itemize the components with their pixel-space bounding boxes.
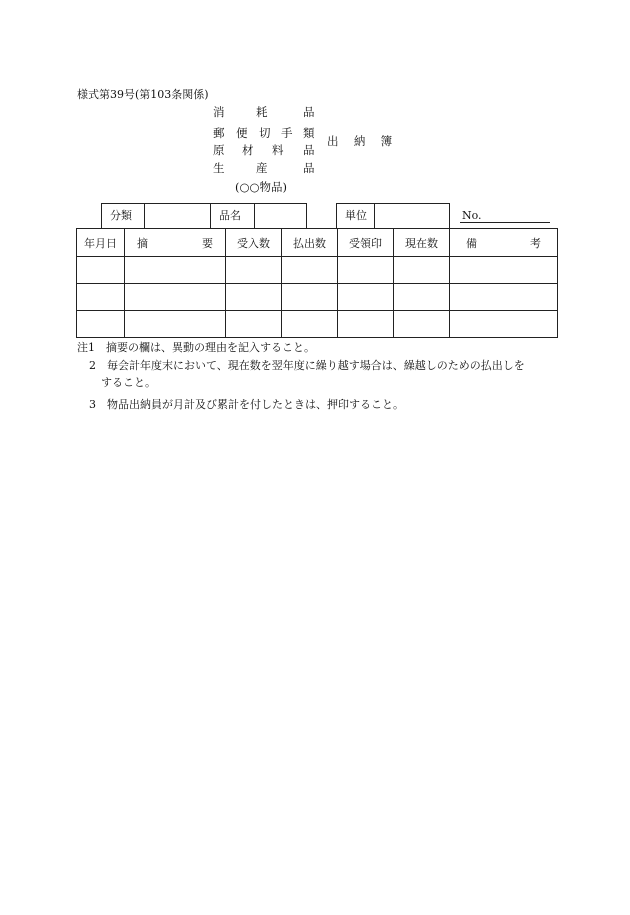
title-char: 産: [256, 161, 268, 175]
header-received: 受入数: [226, 229, 282, 257]
table-row: [77, 257, 558, 284]
cell-date[interactable]: [77, 311, 125, 338]
title-char: 生: [213, 161, 225, 175]
item-name-label: 品名: [210, 203, 254, 228]
title-char: 原: [213, 143, 225, 157]
title-char: 便: [236, 126, 248, 140]
cell-received[interactable]: [226, 311, 282, 338]
cell-remarks[interactable]: [450, 257, 558, 284]
header-date: 年月日: [77, 229, 125, 257]
cell-received[interactable]: [226, 284, 282, 311]
header-remarks: [450, 229, 558, 257]
note-3: 3 物品出納員が月計及び累計を付したときは、押印すること。: [89, 398, 404, 411]
cell-date[interactable]: [77, 257, 125, 284]
cell-summary[interactable]: [125, 311, 226, 338]
title-suffix: [327, 133, 392, 149]
cell-remarks[interactable]: [450, 284, 558, 311]
table-row: [77, 311, 558, 338]
item-name-field[interactable]: [254, 203, 307, 228]
ledger-table: [76, 228, 558, 338]
table-header-row: [77, 229, 558, 257]
cell-receipt-seal[interactable]: [338, 257, 394, 284]
header-remarks-char: 備: [466, 236, 477, 250]
title-char: 品: [303, 143, 315, 157]
title-suffix-char: 簿: [380, 134, 393, 148]
title-char: 手: [281, 126, 293, 140]
sub-caption: (○○物品): [235, 180, 288, 194]
cell-current-count[interactable]: [394, 311, 450, 338]
cell-received[interactable]: [226, 257, 282, 284]
title-char: 料: [272, 143, 284, 157]
form-number: 様式第39号(第103条関係): [77, 88, 209, 101]
title-suffix-char: 納: [353, 134, 366, 148]
unit-label: 単位: [336, 203, 374, 228]
title-char: 類: [303, 126, 315, 140]
unit-field[interactable]: [374, 203, 450, 228]
title-char: 消: [213, 105, 225, 119]
title-char: 品: [303, 161, 315, 175]
cell-remarks[interactable]: [450, 311, 558, 338]
cell-receipt-seal[interactable]: [338, 284, 394, 311]
cell-current-count[interactable]: [394, 257, 450, 284]
cell-paid-out[interactable]: [282, 257, 338, 284]
header-current-count: 現在数: [394, 229, 450, 257]
table-row: [77, 284, 558, 311]
header-summary: [125, 229, 226, 257]
cell-summary[interactable]: [125, 284, 226, 311]
header-remarks-char: 考: [530, 236, 541, 250]
number-field[interactable]: [460, 222, 550, 223]
number-label: No.: [462, 209, 482, 222]
classification-label: 分類: [101, 203, 144, 228]
title-char: 品: [303, 105, 315, 119]
cell-paid-out[interactable]: [282, 311, 338, 338]
cell-receipt-seal[interactable]: [338, 311, 394, 338]
note-2: 2 毎会計年度末において、現在数を翌年度に繰り越す場合は、繰越しのための払出しを: [89, 359, 525, 372]
title-char: 切: [259, 126, 271, 140]
header-summary-char: 要: [202, 236, 213, 250]
title-char: 郵: [213, 126, 225, 140]
note-2-continued: すること。: [101, 376, 156, 389]
header-receipt-seal: 受領印: [338, 229, 394, 257]
header-paid-out: 払出数: [282, 229, 338, 257]
title-char: 材: [242, 143, 254, 157]
classification-field[interactable]: [144, 203, 210, 228]
title-suffix-char: 出: [327, 134, 339, 148]
title-char: 耗: [256, 105, 268, 119]
cell-summary[interactable]: [125, 257, 226, 284]
cell-date[interactable]: [77, 284, 125, 311]
cell-current-count[interactable]: [394, 284, 450, 311]
header-summary-char: 摘: [137, 236, 148, 250]
cell-paid-out[interactable]: [282, 284, 338, 311]
note-1: 注1 摘要の欄は、異動の理由を記入すること。: [77, 341, 315, 354]
